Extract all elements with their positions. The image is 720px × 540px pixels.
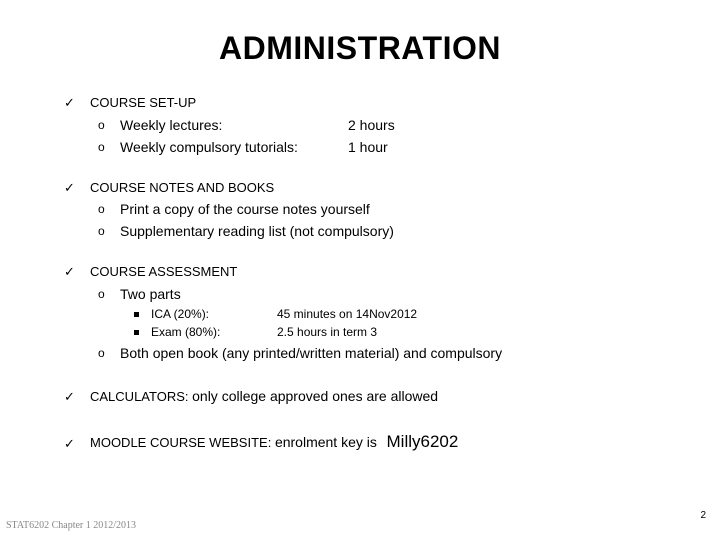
checkmark-icon: ✓ bbox=[64, 95, 75, 110]
part-label: Exam (80%): bbox=[151, 325, 221, 339]
checkmark-icon: ✓ bbox=[64, 436, 75, 451]
checkmark-icon: ✓ bbox=[64, 389, 75, 404]
part-label: ICA (20%): bbox=[151, 307, 210, 321]
slide-footer: STAT6202 Chapter 1 2012/2013 bbox=[6, 520, 137, 531]
square-bullet-icon bbox=[134, 312, 139, 317]
list-item: Print a copy of the course notes yourself bbox=[120, 201, 370, 217]
circle-bullet-icon: o bbox=[98, 346, 105, 360]
list-item: Two parts bbox=[120, 286, 181, 302]
checkmark-icon: ✓ bbox=[64, 180, 75, 195]
circle-bullet-icon: o bbox=[98, 202, 105, 216]
circle-bullet-icon: o bbox=[98, 287, 105, 301]
section-heading: COURSE ASSESSMENT bbox=[90, 264, 238, 279]
enrolment-key: Milly6202 bbox=[386, 432, 459, 451]
square-bullet-icon bbox=[134, 330, 139, 335]
section-heading: COURSE NOTES AND BOOKS bbox=[90, 180, 275, 195]
list-item: Both open book (any printed/written material) and compulsory bbox=[120, 345, 503, 361]
circle-bullet-icon: o bbox=[98, 224, 105, 238]
slide-title: ADMINISTRATION bbox=[219, 30, 501, 66]
page-number: 2 bbox=[700, 510, 706, 521]
item-label: Weekly compulsory tutorials: bbox=[120, 139, 298, 155]
item-label: Weekly lectures: bbox=[120, 117, 223, 133]
calculators-text: only college approved ones are allowed bbox=[192, 388, 439, 404]
item-value: 2 hours bbox=[348, 117, 395, 133]
item-value: 1 hour bbox=[348, 139, 388, 155]
checkmark-icon: ✓ bbox=[64, 264, 75, 279]
section-heading: MOODLE COURSE WEBSITE: bbox=[90, 435, 272, 450]
circle-bullet-icon: o bbox=[98, 140, 105, 154]
part-value: 2.5 hours in term 3 bbox=[277, 325, 378, 339]
moodle-line bbox=[90, 432, 458, 452]
calculators-line bbox=[90, 388, 438, 404]
moodle-text: enrolment key is bbox=[274, 434, 377, 450]
section-heading: COURSE SET-UP bbox=[90, 95, 197, 110]
list-item: Supplementary reading list (not compulsory) bbox=[120, 223, 394, 239]
circle-bullet-icon: o bbox=[98, 118, 105, 132]
part-value: 45 minutes on 14Nov2012 bbox=[277, 307, 418, 321]
section-heading: CALCULATORS: bbox=[90, 389, 189, 404]
